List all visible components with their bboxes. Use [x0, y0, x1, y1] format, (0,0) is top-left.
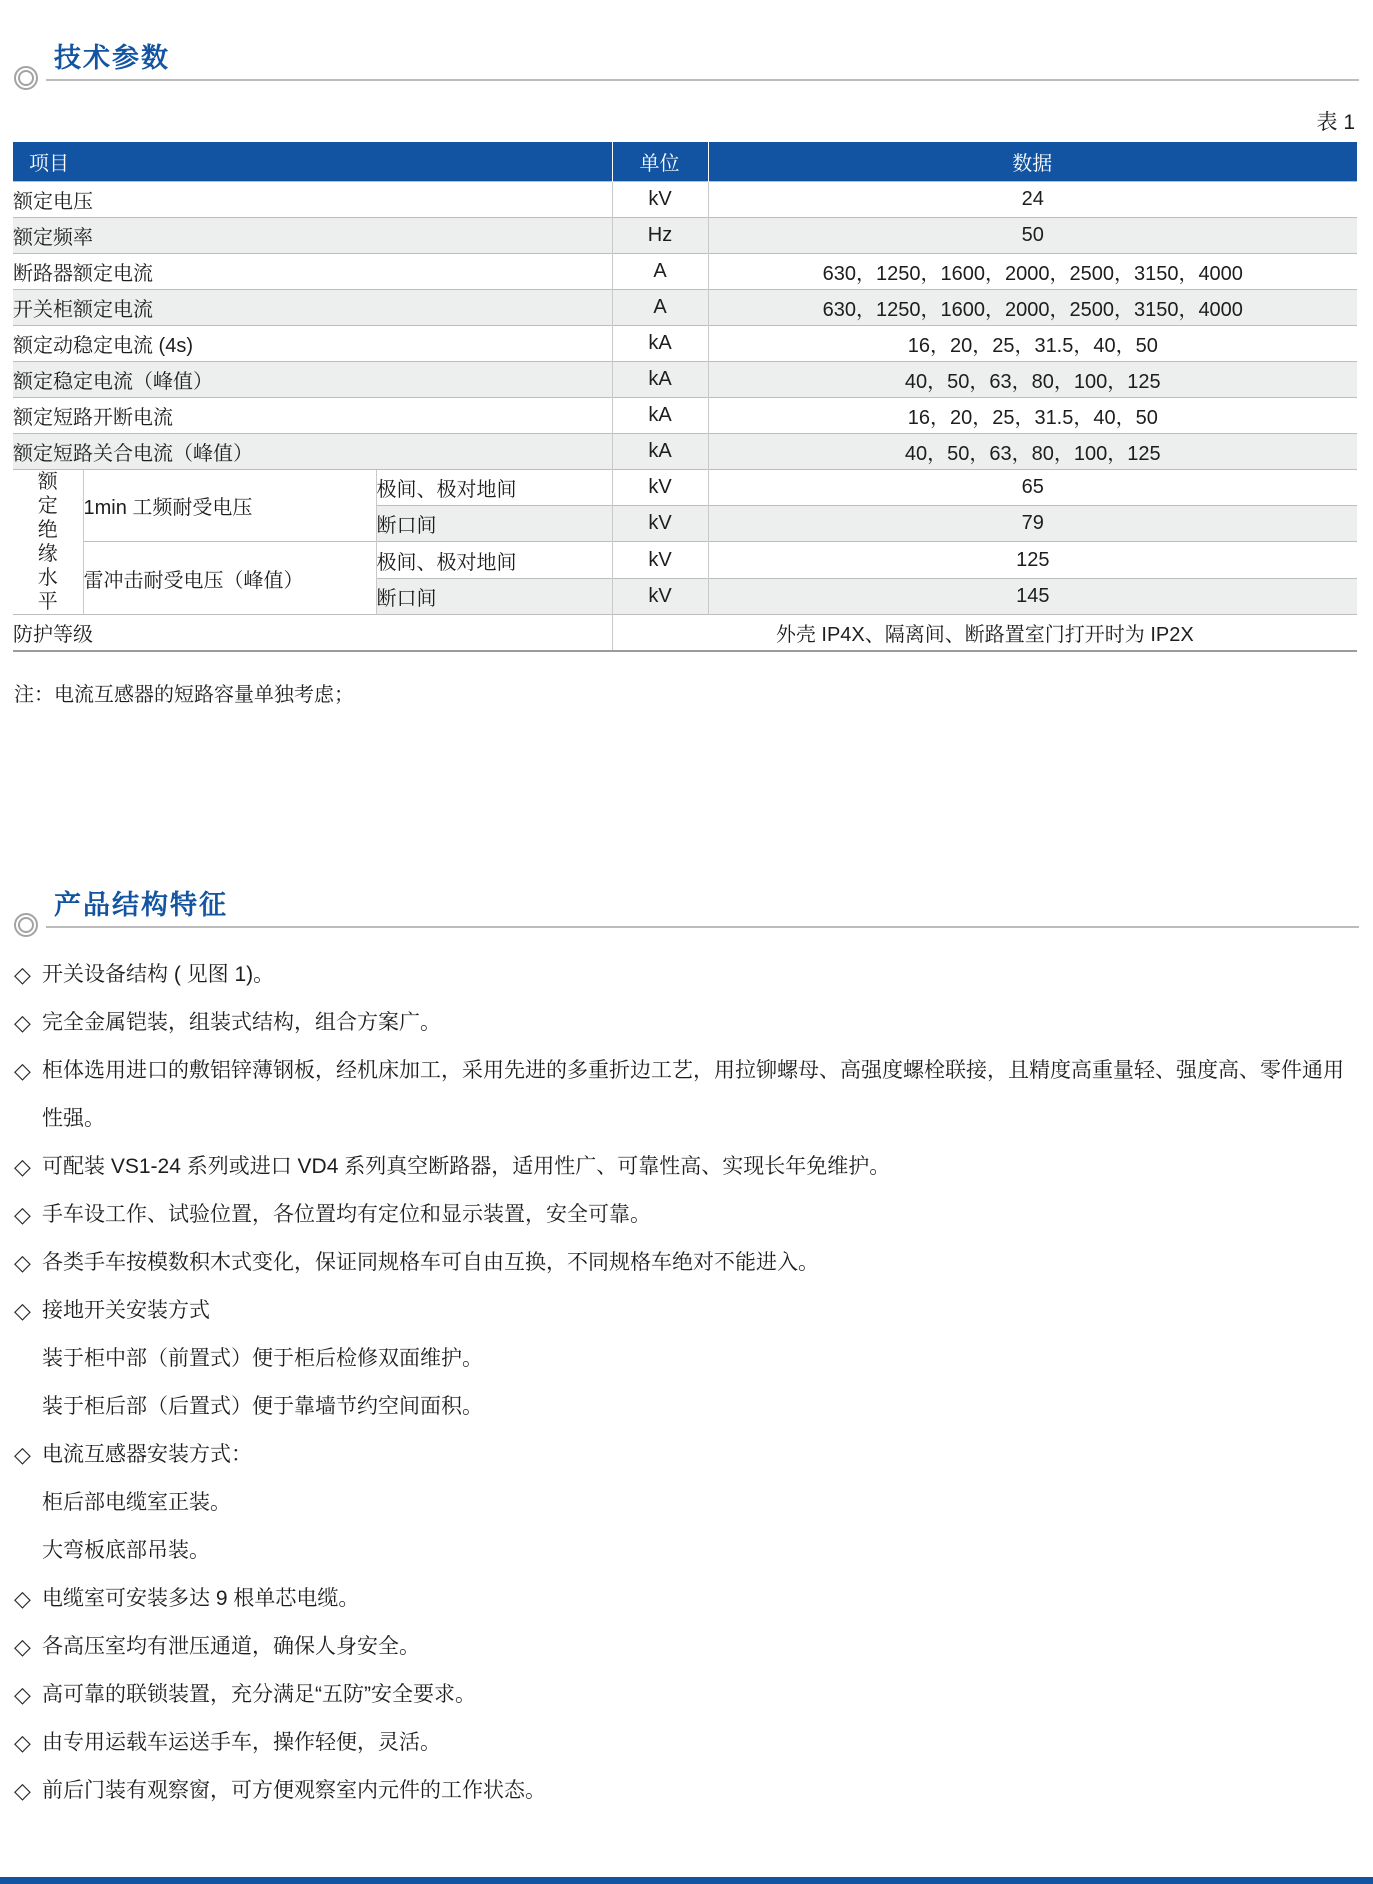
feature-item — [14, 1431, 1357, 1479]
table-row — [13, 254, 1357, 290]
feature-item — [14, 999, 1357, 1047]
table-row — [13, 470, 1357, 506]
row-value: 24 — [708, 182, 1357, 218]
diamond-bullet-icon: ◇ — [14, 961, 31, 987]
diamond-bullet-icon: ◇ — [14, 1681, 31, 1707]
section-technical-parameters-header — [0, 36, 1373, 100]
header-data: 数据 — [708, 142, 1357, 182]
feature-text: 柜体选用进口的敷铝锌薄钢板，经机床加工，采用先进的多重折边工艺，用拉铆螺母、高强度螺栓联接，且精度高重量轻、强度高、零件通用性强。 — [42, 1058, 1344, 1130]
row-value: 40，50，63，80，100，125 — [708, 434, 1357, 470]
feature-text: 手车设工作、试验位置，各位置均有定位和显示装置，安全可靠。 — [42, 1202, 651, 1226]
table-row — [13, 218, 1357, 254]
feature-text: 各高压室均有泄压通道，确保人身安全。 — [42, 1634, 420, 1658]
feature-subitem — [14, 1527, 1357, 1575]
row-value: 40，50，63，80，100，125 — [708, 362, 1357, 398]
row-label: 额定动稳定电流 (4s) — [13, 326, 612, 362]
section-structure-features-header — [0, 883, 1373, 947]
row-label: 断路器额定电流 — [13, 254, 612, 290]
table-row — [13, 398, 1357, 434]
table-row — [13, 182, 1357, 218]
row-unit: kA — [612, 434, 708, 470]
diamond-bullet-icon: ◇ — [14, 1777, 31, 1803]
insulation-scope: 极间、极对地间 — [376, 542, 612, 579]
feature-text: 开关设备结构 ( 见图 1)。 — [42, 962, 275, 986]
row-unit: kA — [612, 362, 708, 398]
table-note: 注：电流互感器的短路容量单独考虑； — [14, 683, 354, 706]
row-unit: kV — [612, 182, 708, 218]
row-value: 145 — [708, 579, 1357, 615]
diamond-bullet-icon: ◇ — [14, 1201, 31, 1227]
row-unit: kV — [612, 542, 708, 579]
feature-text: 由专用运载车运送手车，操作轻便，灵活。 — [42, 1730, 441, 1754]
feature-text: 接地开关安装方式 — [42, 1298, 210, 1322]
row-unit: kV — [612, 506, 708, 542]
table-row — [13, 615, 1357, 651]
technical-parameters-table — [13, 142, 1357, 652]
insulation-vertical-label: 额定绝缘水平 — [13, 470, 83, 615]
table-row — [13, 542, 1357, 579]
feature-text: 高可靠的联锁装置，充分满足“五防”安全要求。 — [42, 1682, 476, 1706]
diamond-bullet-icon: ◇ — [14, 1009, 31, 1035]
features-list — [0, 951, 1373, 1815]
row-unit: kV — [612, 579, 708, 615]
row-value: 630，1250，1600，2000，2500，3150，4000 — [708, 254, 1357, 290]
table-row — [13, 290, 1357, 326]
feature-item — [14, 1047, 1357, 1143]
feature-text: 柜后部电缆室正装。 — [42, 1490, 231, 1514]
row-unit: A — [612, 290, 708, 326]
ring-bullet-icon — [14, 66, 38, 90]
table-row — [13, 434, 1357, 470]
row-value: 50 — [708, 218, 1357, 254]
row-value: 125 — [708, 542, 1357, 579]
feature-text: 大弯板底部吊装。 — [42, 1538, 210, 1562]
feature-text: 电缆室可安装多达 9 根单芯电缆。 — [42, 1586, 360, 1610]
protection-value: 外壳 IP4X、隔离间、断路置室门打开时为 IP2X — [612, 615, 1357, 651]
table-header-row — [13, 142, 1357, 182]
row-label: 额定频率 — [13, 218, 612, 254]
insulation-scope: 断口间 — [376, 579, 612, 615]
section-title: 技术参数 — [54, 43, 170, 73]
feature-subitem — [14, 1335, 1357, 1383]
diamond-bullet-icon: ◇ — [14, 1585, 31, 1611]
row-unit: kV — [612, 470, 708, 506]
row-value: 16，20，25，31.5，40，50 — [708, 326, 1357, 362]
row-label: 额定短路关合电流（峰值） — [13, 434, 612, 470]
feature-item — [14, 1287, 1357, 1335]
row-unit: A — [612, 254, 708, 290]
row-value: 630，1250，1600，2000，2500，3150，4000 — [708, 290, 1357, 326]
feature-item — [14, 1575, 1357, 1623]
feature-subitem — [14, 1479, 1357, 1527]
insulation-group-label: 1min 工频耐受电压 — [83, 470, 376, 542]
feature-text: 完全金属铠装，组装式结构，组合方案广。 — [42, 1010, 441, 1034]
row-label: 防护等级 — [13, 615, 612, 651]
heading-rule — [46, 79, 1359, 81]
feature-text: 各类手车按模数积木式变化，保证同规格车可自由互换，不同规格车绝对不能进入。 — [42, 1250, 819, 1274]
diamond-bullet-icon: ◇ — [14, 1153, 31, 1179]
table-row — [13, 326, 1357, 362]
feature-text: 前后门装有观察窗，可方便观察室内元件的工作状态。 — [42, 1778, 546, 1802]
row-value: 16，20，25，31.5，40，50 — [708, 398, 1357, 434]
row-label: 额定短路开断电流 — [13, 398, 612, 434]
feature-subitem — [14, 1383, 1357, 1431]
row-value: 79 — [708, 506, 1357, 542]
header-unit: 单位 — [612, 142, 708, 182]
feature-item — [14, 1719, 1357, 1767]
insulation-scope: 极间、极对地间 — [376, 470, 612, 506]
feature-item — [14, 1671, 1357, 1719]
row-label: 开关柜额定电流 — [13, 290, 612, 326]
diamond-bullet-icon: ◇ — [14, 1057, 31, 1083]
header-item: 项目 — [13, 142, 612, 182]
feature-text: 装于柜中部（前置式）便于柜后检修双面维护。 — [42, 1346, 483, 1370]
feature-item — [14, 1623, 1357, 1671]
diamond-bullet-icon: ◇ — [14, 1633, 31, 1659]
insulation-scope: 断口间 — [376, 506, 612, 542]
feature-item — [14, 1191, 1357, 1239]
feature-text: 电流互感器安装方式： — [42, 1442, 252, 1466]
feature-text: 装于柜后部（后置式）便于靠墙节约空间面积。 — [42, 1394, 483, 1418]
row-unit: kA — [612, 326, 708, 362]
feature-item — [14, 1767, 1357, 1815]
diamond-bullet-icon: ◇ — [14, 1297, 31, 1323]
footer-accent-bar — [0, 1877, 1373, 1884]
ring-bullet-icon — [14, 913, 38, 937]
section-title: 产品结构特征 — [54, 889, 228, 920]
feature-item — [14, 1143, 1357, 1191]
feature-item — [14, 951, 1357, 999]
table-row — [13, 362, 1357, 398]
heading-rule — [46, 926, 1359, 928]
table-caption: 表 1 — [1316, 111, 1355, 134]
diamond-bullet-icon: ◇ — [14, 1249, 31, 1275]
insulation-group-label: 雷冲击耐受电压（峰值） — [83, 542, 376, 615]
feature-text: 可配装 VS1-24 系列或进口 VD4 系列真空断路器，适用性广、可靠性高、实现长年免维护。 — [42, 1154, 891, 1178]
row-label: 额定稳定电流（峰值） — [13, 362, 612, 398]
row-unit: Hz — [612, 218, 708, 254]
diamond-bullet-icon: ◇ — [14, 1729, 31, 1755]
feature-item — [14, 1239, 1357, 1287]
row-unit: kA — [612, 398, 708, 434]
row-label: 额定电压 — [13, 182, 612, 218]
row-value: 65 — [708, 470, 1357, 506]
diamond-bullet-icon: ◇ — [14, 1441, 31, 1467]
